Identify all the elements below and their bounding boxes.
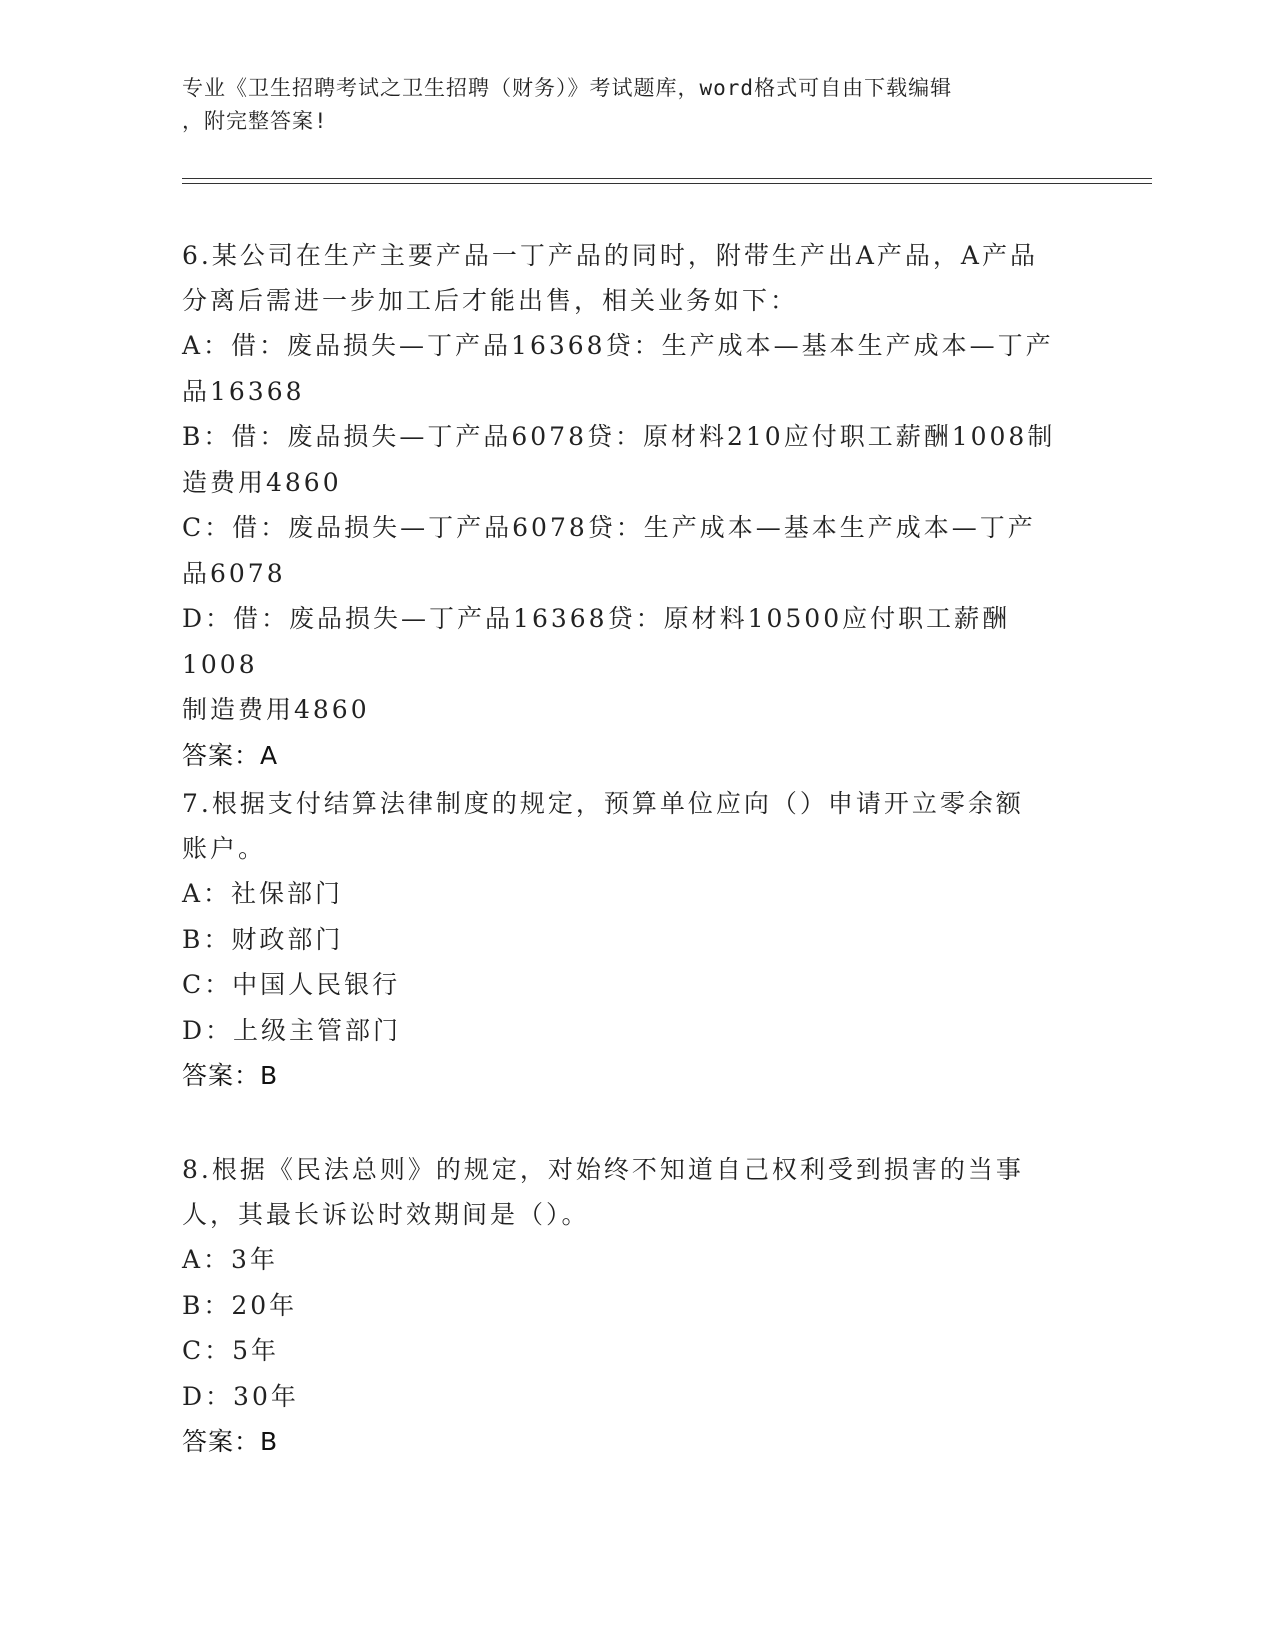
- option-line: 造费用4860: [182, 467, 342, 497]
- question-stem-line: 分离后需进一步加工后才能出售，相关业务如下：: [182, 286, 799, 315]
- header-line-2: ，附完整答案!: [182, 109, 328, 133]
- option-line: B：财政部门: [182, 924, 344, 954]
- option-line: A：借：废品损失—丁产品16368贷：生产成本—基本生产成本—丁产: [182, 331, 1054, 360]
- header-divider-bottom: [182, 183, 1152, 184]
- answer-label: 答案：A: [182, 740, 279, 770]
- option-line: B：20年: [182, 1290, 298, 1320]
- question-stem-line: 8.根据《民法总则》的规定，对始终不知道自己权利受到损害的当事: [182, 1155, 1024, 1184]
- question-stem-line: 人，其最长诉讼时效期间是（）。: [182, 1200, 590, 1229]
- header-divider-top: [182, 178, 1152, 179]
- header-line-1: 专业《卫生招聘考试之卫生招聘（财务）》考试题库，word格式可自由下载编辑: [182, 76, 953, 100]
- question-stem-line: 账户。: [182, 834, 267, 863]
- option-line: C：借：废品损失—丁产品6078贷：生产成本—基本生产成本—丁产: [182, 513, 1036, 542]
- option-line: 品6078: [182, 558, 286, 588]
- option-line: 制造费用4860: [182, 695, 370, 724]
- option-line: D：30年: [182, 1381, 299, 1411]
- document-header: [182, 72, 1062, 138]
- option-line: A：3年: [182, 1245, 278, 1274]
- option-line: C：5年: [182, 1336, 280, 1365]
- answer-label: 答案：B: [182, 1427, 279, 1456]
- option-line: D：上级主管部门: [182, 1015, 402, 1045]
- question-stem-line: 7.根据支付结算法律制度的规定，预算单位应向（）申请开立零余额: [182, 789, 1024, 818]
- option-line: 品16368: [182, 376, 305, 406]
- answer-label: 答案：B: [182, 1061, 279, 1090]
- question-8: [182, 1147, 1082, 1464]
- question-6: [182, 233, 1082, 778]
- option-line: A：社保部门: [182, 879, 344, 908]
- question-stem-line: 6.某公司在生产主要产品一丁产品的同时，附带生产出A产品，A产品: [182, 241, 1038, 270]
- option-line: C：中国人民银行: [182, 970, 401, 999]
- option-line: B：借：废品损失—丁产品6078贷：原材料210应付职工薪酬1008制: [182, 422, 1056, 451]
- question-7: [182, 781, 1082, 1098]
- option-line: D：借：废品损失—丁产品16368贷：原材料10500应付职工薪酬1008: [182, 604, 1011, 679]
